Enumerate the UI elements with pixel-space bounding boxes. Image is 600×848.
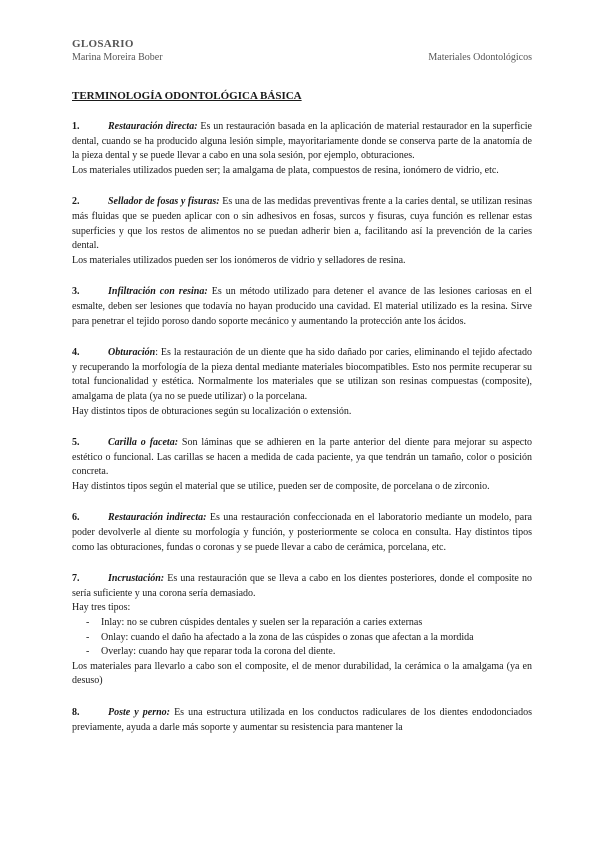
entry-extra: Los materiales utilizados pueden ser; la amalgama de plata, compuestos de resina, ionómero de vidrio, etc. (72, 164, 499, 176)
entry-text: Son láminas que se adhieren en la parte anterior del diente para mejorar su aspecto estético o funcional. Las carillas se hacen a medida de cada paciente, ya que tendrán un tamaño, color o posición concreta. (72, 437, 533, 478)
entry-text: Es una restauración que se lleva a cabo en los dientes posteriores, donde el composite no sería suficiente y una corona sería demasiado. (72, 573, 532, 599)
entry-text: Es un método utilizado para detener el avance de las lesiones cariosas en el esmalte, deben ser lesiones que todavía no hayan producido una cavidad. El material utilizado es la resina. Sirve para penetrar el tejido poroso dando soporte mecánico y aumentando la protección ante los ácidos. (72, 286, 532, 327)
entry-number: 3. (72, 286, 80, 298)
entry-number: 4. (72, 347, 80, 359)
entry-term: Sellador de fosas y fisuras: (108, 196, 220, 208)
entry-definition (72, 285, 532, 329)
entry-extra: Hay distintos tipos de obturaciones según su localización o extensión. (72, 405, 352, 417)
entry-definition (72, 511, 532, 555)
entry-term: Poste y perno: (108, 707, 171, 718)
glossary-entry-8 (72, 706, 532, 735)
entry-term: Infiltración con resina: (108, 286, 208, 298)
entry-term: Incrustación: (108, 573, 165, 585)
entry-number: 1. (72, 121, 80, 132)
list-item: - Onlay: cuando el daño ha afectado a la zona de las cúspides o zonas que afectan a la mordida (72, 631, 532, 646)
glossary-entry-5 (72, 436, 532, 494)
glossary-entry-6 (72, 511, 532, 555)
entry-text: Es una estructura utilizada en los conductos radiculares de los dientes endodonciados previamente, ayuda a darle más soporte y aumentar su resistencia para mantener la (72, 707, 532, 733)
entry-definition (72, 572, 532, 601)
inlay-types-list (72, 616, 532, 660)
entry-definition (72, 436, 532, 480)
list-item: - Overlay: cuando hay que reparar toda la corona del diente. (72, 645, 532, 660)
entry-text: : Es la restauración de un diente que ha sido dañado por caries, eliminando el tejido afectado y recuperando la morfología de la pieza dental mediante materiales biocompatibles. Esto nos permite recuperar su total funcionalidad y estética. Normalmente los materiales que se utilizan son resinas compuestas (composite), amalgama de plata (ya no se puede utilizar) o la porcelana. (72, 347, 532, 402)
entry-number: 2. (72, 196, 80, 208)
entry-definition (72, 346, 532, 404)
entry-definition (72, 195, 532, 253)
entry-extra: Los materiales utilizados pueden ser los ionómeros de vidrio y selladores de resina. (72, 254, 406, 266)
entry-text: Es un restauración basada en la aplicación de material restaurador en la superficie dental, cuando se ha producido alguna lesión simple, mayoritariamente donde se conserva parte de la anatomía de la pieza dental y se puede llevar a cabo en una sola sesión, por ejemplo, obturaciones. (72, 121, 532, 162)
entry-term: Restauración directa: (108, 121, 198, 132)
entry-number: 7. (72, 573, 80, 585)
glossary-entry-2 (72, 195, 532, 268)
entry-number: 5. (72, 437, 80, 449)
entry-term: Obturación (108, 347, 156, 359)
header-title: GLOSARIO (72, 38, 134, 50)
entry-definition (72, 120, 532, 164)
entry-text: Es una de las medidas preventivas frente a la caries dental, se utilizan resinas más fluidas que se pueden aplicar con o sin adhesivos en fosas, surcos y fisuras, cuya función es rellenar estas superficies y que los restos de alimentos no se puedan adherir bien a, facilitando así la prevención de la caries dental. (72, 196, 532, 252)
glossary-entry-4 (72, 346, 532, 419)
header-row (72, 52, 532, 64)
entry-number: 6. (72, 512, 80, 524)
entry-extra: Hay tres tipos: (72, 602, 131, 614)
entry-text: Es una restauración confeccionada en el laboratorio mediante un modelo, para poder devolverle al diente su morfología y función, y posteriormente se coloca en consulta. Hay distintos tipos como las obturaciones, fundas o coronas y se puede llevar a cabo de cerámica, porcelana, etc. (72, 512, 532, 553)
header-subject: Materiales Odontológicos (428, 52, 532, 63)
entry-extra: Hay distintos tipos según el material que se utilice, pueden ser de composite, de porcelana o de zirconio. (72, 480, 490, 492)
glossary-entry-7 (72, 572, 532, 689)
document-page (72, 38, 532, 735)
list-item: - Inlay: no se cubren cúspides dentales y suelen ser la reparación a caries externas (72, 616, 532, 631)
glossary-entry-1 (72, 120, 532, 178)
entry-term: Restauración indirecta: (108, 512, 207, 524)
entry-extra-2: Los materiales para llevarlo a cabo son el composite, el de menor durabilidad, la cerámica o la amalgama (ya en desuso) (72, 660, 532, 687)
header-author: Marina Moreira Bober (72, 52, 163, 63)
entry-number: 8. (72, 707, 80, 718)
main-title: TERMINOLOGÍA ODONTOLÓGICA BÁSICA (72, 90, 302, 102)
glossary-entry-3 (72, 285, 532, 329)
entry-term: Carilla o faceta: (108, 437, 179, 449)
entry-definition (72, 706, 532, 735)
